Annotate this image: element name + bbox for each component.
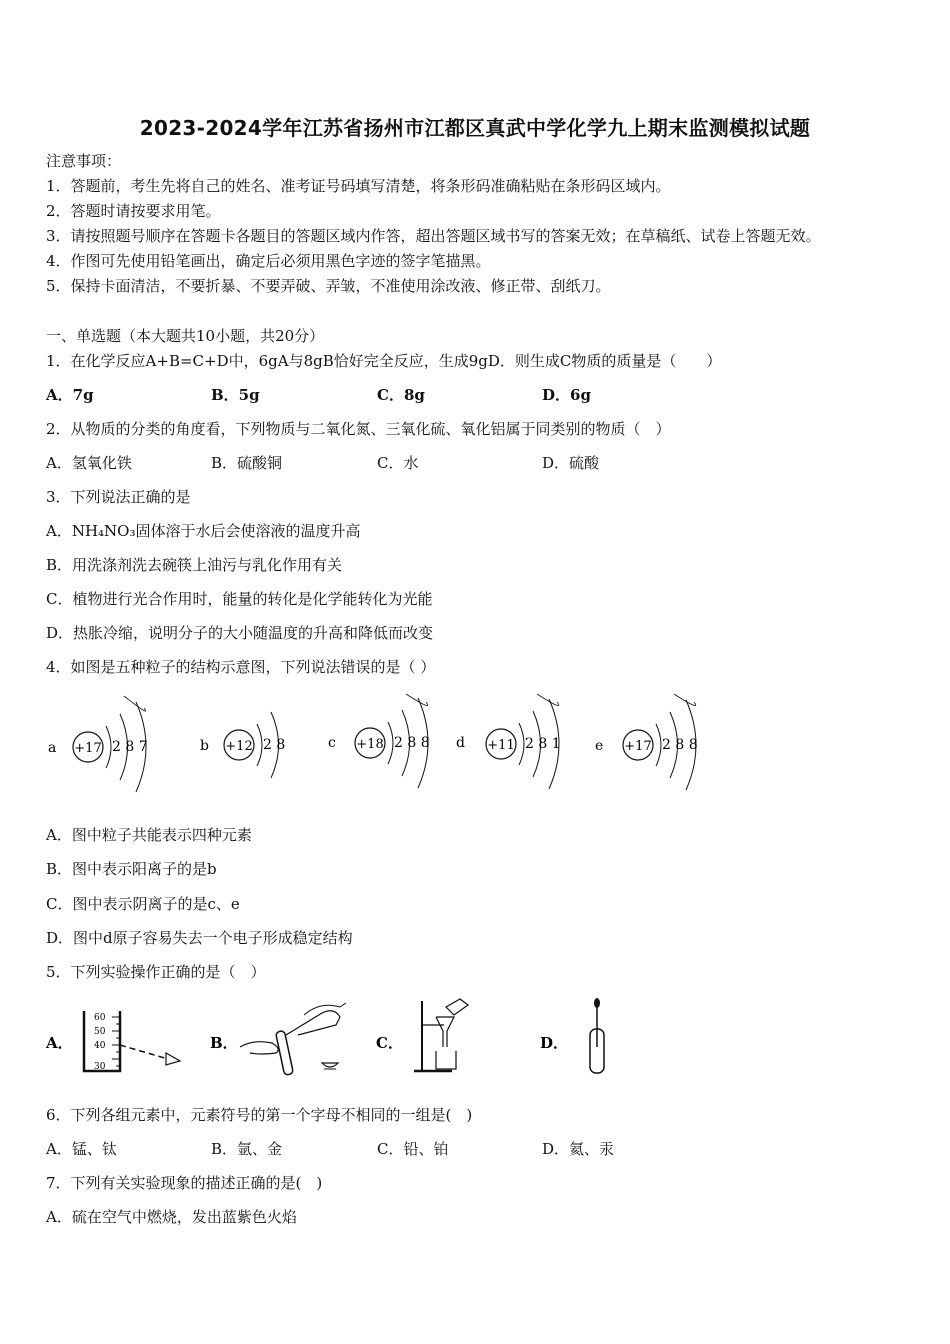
option-c: C．图中表示阴离子的是c、e [46,895,240,913]
option-d: D．氦、汞 [542,1140,615,1158]
electron-shell-arc [406,694,428,706]
electron-shell-arc [674,694,696,706]
electron-shell-arc [519,723,524,765]
electron-shell-arc [656,724,661,766]
option-a: A．氢氧化铁 [46,454,132,472]
electron-shell-arc [257,724,262,766]
electron-config: 2 8 [263,737,286,753]
option-d: D．热胀冷缩，说明分子的大小随温度的升高和降低而改变 [46,624,434,642]
question-7-stem: 7．下列有关实验现象的描述正确的是( ) [46,1174,323,1192]
option-a-figure [45,1011,180,1072]
option-b: B．图中表示阳离子的是b [46,860,217,878]
option-label: A． [46,1034,73,1052]
particle-label: e [595,738,604,754]
option-c-figure [376,999,468,1071]
option-d-figure [540,998,604,1073]
bottle-stopper [322,1063,338,1067]
section-heading: 一、单选题（本大题共10小题，共20分） [46,327,325,345]
lab-operations-figure [40,995,660,1085]
option-label: B． [210,1034,238,1052]
electron-shell-arc [106,726,111,768]
nucleus-charge: +17 [74,741,102,756]
particle-label: a [48,740,57,756]
particle-structure-figure [40,688,720,808]
option-d: D．硫酸 [542,454,600,472]
electron-shell-arc [388,722,393,764]
option-b-figure [210,1003,346,1075]
option-b: B．用洗涤剂洗去碗筷上油污与乳化作用有关 [46,556,343,574]
notice-heading: 注意事项： [46,152,122,170]
electron-config: 2 8 8 [662,737,698,753]
option-a: A．7g [46,386,94,404]
particle-c [328,694,430,788]
beaker [436,1051,456,1069]
tick-label: 50 [94,1027,106,1037]
electron-shell-arc [537,694,559,706]
particle-label: d [456,735,465,751]
tick-label: 30 [94,1062,106,1072]
tick-label: 40 [94,1041,106,1051]
nucleus-charge: +18 [356,737,384,752]
nucleus-charge: +17 [624,739,652,754]
particle-label: c [328,735,336,751]
option-a: A．NH₄NO₃固体溶于水后会使溶液的温度升高 [46,522,361,540]
electron-shell-arc [124,696,146,711]
option-d: D．图中d原子容易失去一个电子形成稳定结构 [46,929,353,947]
question-1-stem: 1．在化学反应A+B=C+D中，6gA与8gB恰好完全反应，生成9gD．则生成C物质的质量是（ ） [46,352,722,370]
notice-item: 1．答题前，考生先将自己的姓名、准考证号码填写清楚，将条形码准确粘贴在条形码区域内。 [46,177,671,195]
option-b: B．氩、金 [211,1140,283,1158]
option-d: D．6g [542,386,591,404]
electron-config: 2 8 7 [112,739,148,755]
question-2-stem: 2．从物质的分类的角度看，下列物质与二氧化氮、三氧化硫、氧化铝属于同类别的物质（ ） [46,420,671,438]
option-label: D． [540,1034,569,1052]
particle-a [48,696,148,792]
particle-b [200,712,285,778]
option-c: C．铅、铂 [377,1140,449,1158]
nucleus-charge: +12 [225,739,253,754]
option-a: A．图中粒子共能表示四种元素 [46,826,252,844]
option-b: B．硫酸铜 [211,454,283,472]
question-4-stem: 4．如图是五种粒子的结构示意图，下列说法错误的是（ ） [46,658,436,676]
option-b: B．5g [211,386,260,404]
eye-icon [166,1053,180,1065]
option-label: C． [376,1034,403,1052]
dropper-bulb [594,998,600,1008]
notice-item: 4．作图可先使用铅笔画出，确定后必须用黑色字迹的签字笔描黑。 [46,252,491,270]
reagent-bottle [286,1011,340,1035]
test-tube [276,1030,294,1075]
nucleus-charge: +11 [487,738,515,753]
particle-label: b [200,738,209,754]
electron-config: 2 8 8 [394,735,430,751]
page-title: 2023-2024学年江苏省扬州市江都区真武中学化学九上期末监测模拟试题 [139,116,811,140]
option-a: A．硫在空气中燃烧，发出蓝紫色火焰 [46,1208,297,1226]
question-3-stem: 3．下列说法正确的是 [46,488,191,506]
notice-item: 2．答题时请按要求用笔。 [46,202,221,220]
option-c: C．8g [377,386,425,404]
particle-d [456,694,561,789]
tick-label: 60 [94,1013,106,1023]
notice-item: 3．请按照题号顺序在答题卡各题目的答题区域内作答，超出答题区域书写的答案无效；在草稿纸、试卷上答题无效。 [46,227,821,245]
sight-line [120,1045,168,1059]
option-c: C．水 [377,454,419,472]
notice-item: 5．保持卡面清洁，不要折暴、不要弄破、弄皱，不准使用涂改液、修正带、刮纸刀。 [46,277,611,295]
pouring-beaker [446,999,468,1015]
hand-icon [240,1042,278,1054]
electron-config: 2 8 1 [525,736,561,752]
question-6-stem: 6．下列各组元素中，元素符号的第一个字母不相同的一组是( ) [46,1106,473,1124]
option-a: A．锰、钛 [46,1140,117,1158]
particle-e [595,694,698,790]
option-c: C．植物进行光合作用时，能量的转化是化学能转化为光能 [46,590,433,608]
question-5-stem: 5．下列实验操作正确的是（ ） [46,963,266,981]
